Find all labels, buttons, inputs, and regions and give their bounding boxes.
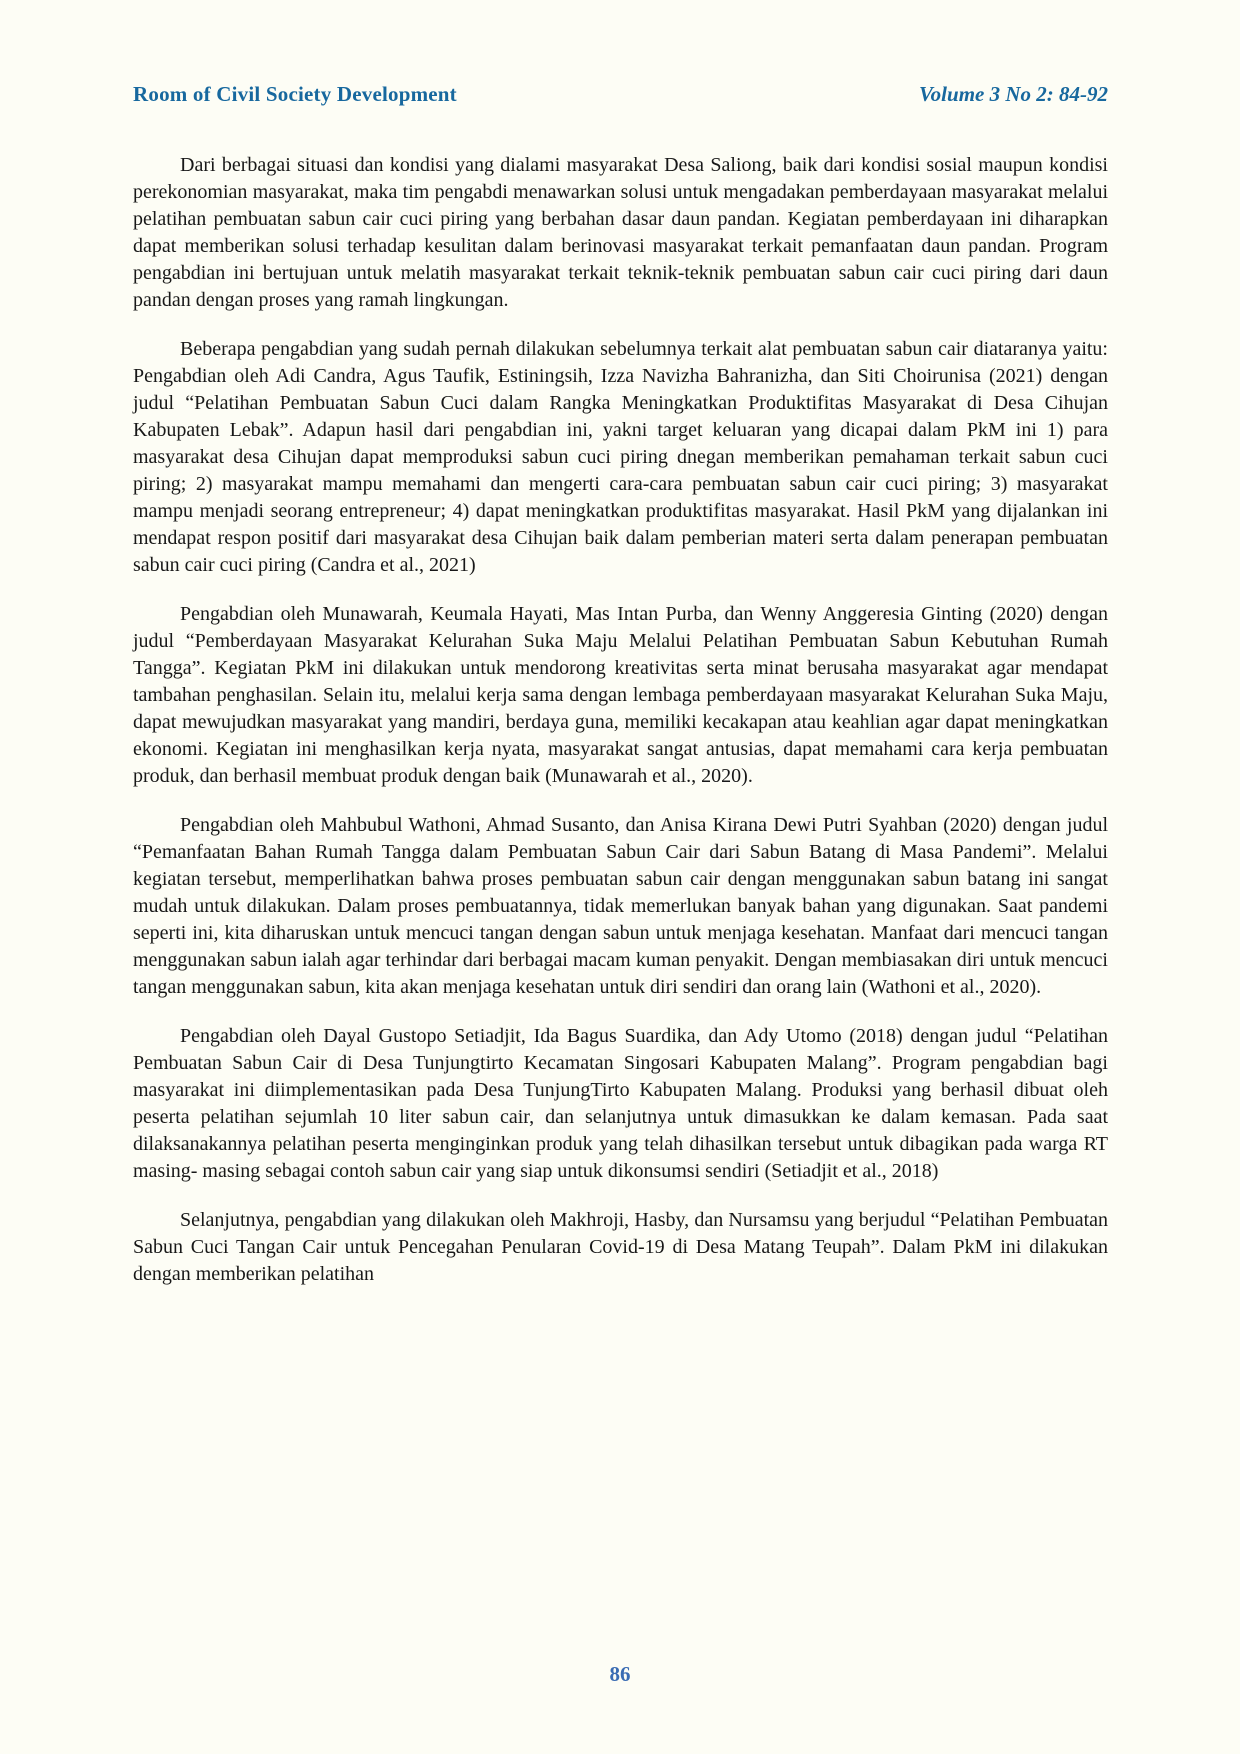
paragraph-4: Pengabdian oleh Mahbubul Wathoni, Ahmad Susanto, dan Anisa Kirana Dewi Putri Syahban (2020) dengan judul “Pemanfaatan Bahan Rumah Tangga dalam Pembuatan Sabun Cair dari Sabun Batang di Masa Pandemi”. Melalui kegiatan tersebut, memperlihatkan bahwa proses pembuatan sabun cair dengan menggunakan sabun batang ini sangat mudah untuk dilakukan. Dalam proses pembuatannya, tidak memerlukan banyak bahan yang digunakan. Saat pandemi seperti ini, kita diharuskan untuk mencuci tangan dengan sabun untuk menjaga kesehatan. Manfaat dari mencuci tangan menggunakan sabun ialah agar terhindar dari berbagai macam kuman penyakit. Dengan membiasakan diri untuk mencuci tangan menggunakan sabun, kita akan menjaga kesehatan untuk diri sendiri dan orang lain (Wathoni et al., 2020). xyxy=(133,814,1108,998)
paragraph-1: Dari berbagai situasi dan kondisi yang dialami masyarakat Desa Saliong, baik dari kondisi sosial maupun kondisi perekonomian masyarakat, maka tim pengabdi menawarkan solusi untuk mengadakan pemberdayaan masyarakat melalui pelatihan pembuatan sabun cair cuci piring yang berbahan dasar daun pandan. Kegiatan pemberdayaan ini diharapkan dapat memberikan solusi terhadap kesulitan dalam berinovasi masyarakat terkait pemanfaatan daun pandan. Program pengabdian ini bertujuan untuk melatih masyarakat terkait teknik-teknik pembuatan sabun cair cuci piring dari daun pandan dengan proses yang ramah lingkungan. xyxy=(133,154,1108,311)
volume-info: Volume 3 No 2: 84-92 xyxy=(919,82,1108,106)
paragraph-6: Selanjutnya, pengabdian yang dilakukan oleh Makhroji, Hasby, dan Nursamsu yang berjudul “Pelatihan Pembuatan Sabun Cuci Tangan Cair untuk Pencegahan Penularan Covid-19 di Desa Matang Teupah”. Dalam PkM ini dilakukan dengan memberikan pelatihan xyxy=(133,1209,1108,1285)
running-header xyxy=(133,82,1108,107)
paragraph-2: Beberapa pengabdian yang sudah pernah dilakukan sebelumnya terkait alat pembuatan sabun cair diataranya yaitu: Pengabdian oleh Adi Candra, Agus Taufik, Estiningsih, Izza Navizha Bahranizha, dan Siti Choirunisa (2021) dengan judul “Pelatihan Pembuatan Sabun Cuci dalam Rangka Meningkatkan Produktifitas Masyarakat di Desa Cihujan Kabupaten Lebak”. Adapun hasil dari pengabdian ini, yakni target keluaran yang dicapai dalam PkM ini 1) para masyarakat desa Cihujan dapat memproduksi sabun cuci piring dnegan memberikan pemahaman terkait sabun cuci piring; 2) masyarakat mampu memahami dan mengerti cara-cara pembuatan sabun cair cuci piring; 3) masyarakat mampu menjadi seorang entrepreneur; 4) dapat meningkatkan produktifitas masyarakat. Hasil PkM yang dijalankan ini mendapat respon positif dari masyarakat desa Cihujan baik dalam pemberian materi serta dalam penerapan pembuatan sabun cair cuci piring (Candra et al., 2021) xyxy=(133,338,1108,576)
page-footer xyxy=(0,1662,1240,1687)
paragraph-5: Pengabdian oleh Dayal Gustopo Setiadjit, Ida Bagus Suardika, dan Ady Utomo (2018) dengan judul “Pelatihan Pembuatan Sabun Cair di Desa Tunjungtirto Kecamatan Singosari Kabupaten Malang”. Program pengabdian bagi masyarakat ini diimplementasikan pada Desa TunjungTirto Kabupaten Malang. Produksi yang berhasil dibuat oleh peserta pelatihan sejumlah 10 liter sabun cair, dan selanjutnya untuk dimasukkan ke dalam kemasan. Pada saat dilaksanakannya pelatihan peserta menginginkan produk yang telah dihasilkan tersebut untuk dibagikan pada warga RT masing- masing sebagai contoh sabun cair yang siap untuk dikonsumsi sendiri (Setiadjit et al., 2018) xyxy=(133,1025,1108,1182)
paragraph-3: Pengabdian oleh Munawarah, Keumala Hayati, Mas Intan Purba, dan Wenny Anggeresia Ginting (2020) dengan judul “Pemberdayaan Masyarakat Kelurahan Suka Maju Melalui Pelatihan Pembuatan Sabun Kebutuhan Rumah Tangga”. Kegiatan PkM ini dilakukan untuk mendorong kreativitas serta minat berusaha masyarakat agar mendapat tambahan penghasilan. Selain itu, melalui kerja sama dengan lembaga pemberdayaan masyarakat Kelurahan Suka Maju, dapat mewujudkan masyarakat yang mandiri, berdaya guna, memiliki kecakapan atau keahlian agar dapat meningkatkan ekonomi. Kegiatan ini menghasilkan kerja nyata, masyarakat sangat antusias, dapat memahami cara kerja pembuatan produk, dan berhasil membuat produk dengan baik (Munawarah et al., 2020). xyxy=(133,603,1108,787)
page-number: 86 xyxy=(609,1662,631,1686)
journal-title: Room of Civil Society Development xyxy=(133,82,457,106)
article-body xyxy=(133,152,1108,1310)
